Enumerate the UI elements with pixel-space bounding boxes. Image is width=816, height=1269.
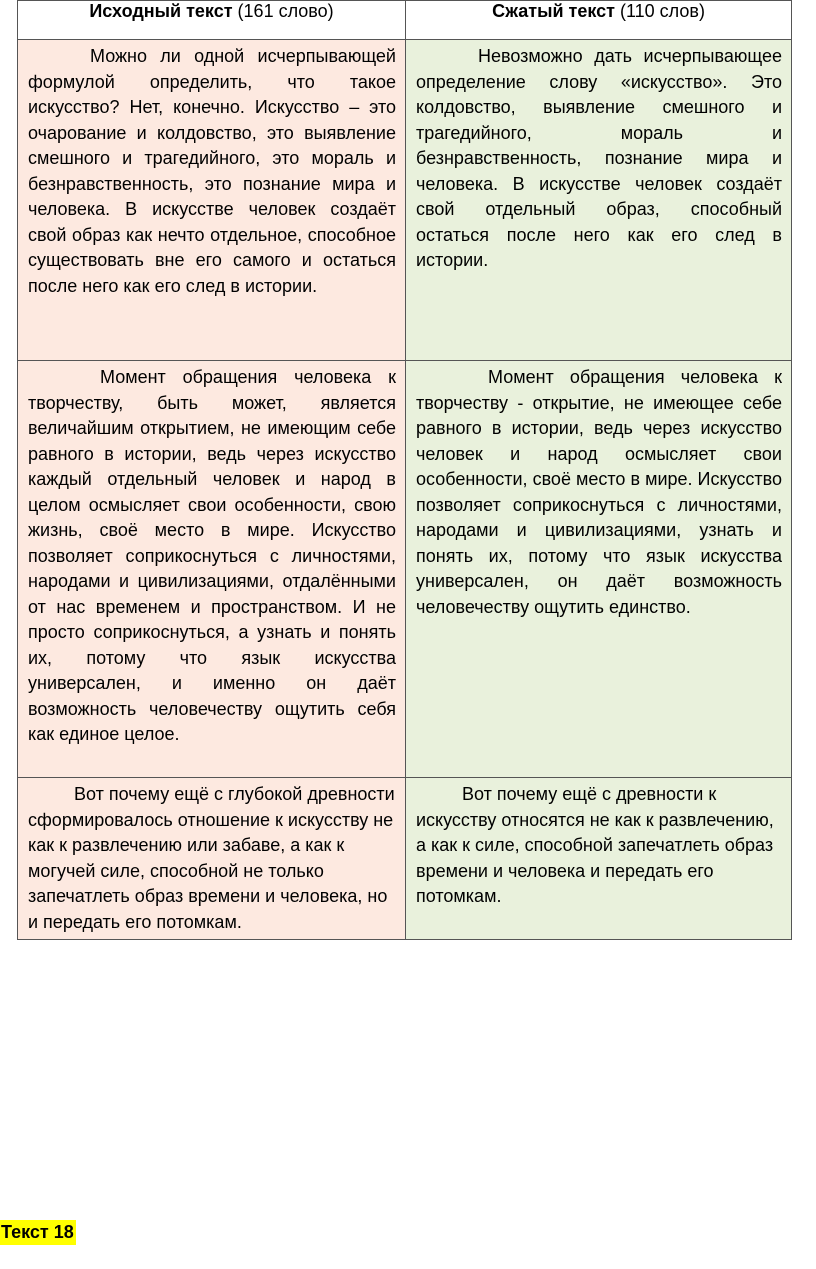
source-paragraph: Можно ли одной исчерпывающей формулой определить, что такое искусство? Нет, конечно. Искусство – это очарование и колдовство, это выявление смешного и трагедийного, это мораль и безнравственность, это познание мира и человека. В искусстве человек создаёт свой образ как нечто отдельное, способное существовать вне его самого и остаться после него как его след в истории. — [28, 46, 396, 296]
source-column-header — [18, 1, 406, 40]
compressed-paragraph: Вот почему ещё с древности к искусству относятся не как к развлечению, а как к силе, способной запечатлеть образ времени и человека и передать его потомкам. — [416, 784, 774, 906]
comparison-table — [17, 0, 792, 940]
compressed-paragraph: Момент обращения человека к творчеству - открытие, не имеющее себе равного в истории, ведь через искусство человек и народ осмысляет свои особенности, своё место в мире. Искусство позволяет соприкоснуться с личностями, народами и цивилизациями, узнать и понять их, потому что язык искусства универсален, он даёт возможность человечеству ощутить единство. — [416, 367, 782, 617]
source-cell — [18, 361, 406, 778]
compressed-cell — [406, 778, 792, 940]
source-cell — [18, 40, 406, 361]
table-row — [18, 778, 792, 940]
table-header-row — [18, 1, 792, 40]
source-paragraph: Момент обращения человека к творчеству, быть может, является величайшим открытием, не имеющим себе равного в истории, ведь через искусство каждый отдельный человек и народ в целом осмысляет свои особенности, свою жизнь, своё место в мире. Искусство позволяет соприкоснуться с личностями, народами и цивилизациями, отдалёнными от нас временем и пространством. И не просто соприкоснуться, а узнать и понять их, потому что язык искусства универсален, и именно он даёт возможность человечеству ощутить себя как единое целое. — [28, 367, 396, 744]
table-row — [18, 40, 792, 361]
text-number-label: Текст 18 — [0, 1220, 76, 1245]
table-row — [18, 361, 792, 778]
compressed-column-header — [406, 1, 792, 40]
compressed-header-count: (110 слов) — [619, 1, 705, 21]
source-paragraph: Вот почему ещё с глубокой древности сформировалось отношение к искусству не как к развлечению или забаве, а как к могучей силе, способной не только запечатлеть образ времени и человека, но и передать его потомкам. — [28, 784, 395, 932]
compressed-cell — [406, 361, 792, 778]
compressed-cell — [406, 40, 792, 361]
source-cell — [18, 778, 406, 940]
source-header-count: (161 слово) — [237, 1, 334, 21]
compressed-paragraph: Невозможно дать исчерпывающее определение слову «искусство». Это колдовство, выявление смешного и трагедийного, мораль и безнравственность, познание мира и человека. В искусстве человек создаёт свой отдельный образ, способный остаться после него как его след в истории. — [416, 46, 782, 270]
source-header-title: Исходный текст — [89, 1, 233, 21]
compressed-header-title: Сжатый текст — [492, 1, 615, 21]
